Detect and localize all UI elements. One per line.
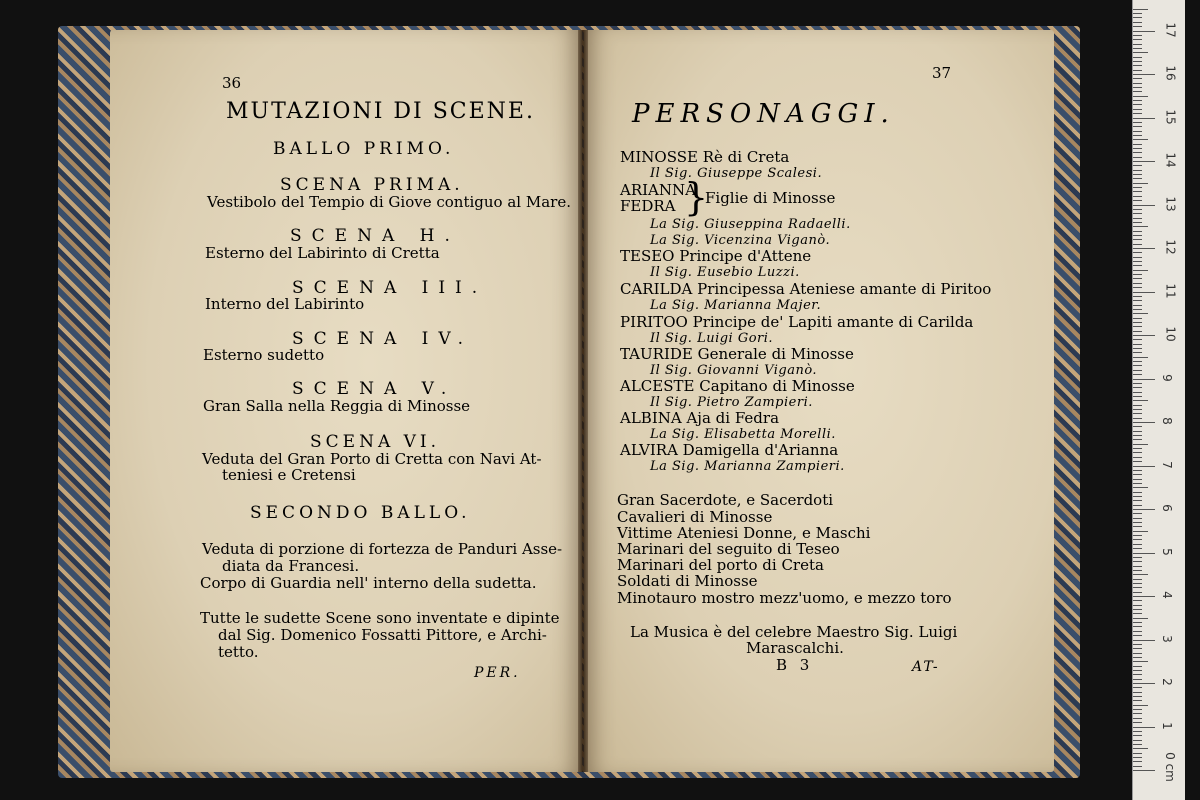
ruler-tick bbox=[1133, 278, 1142, 279]
ruler-tick bbox=[1133, 426, 1142, 427]
character-actor: La Sig. Marianna Majer. bbox=[650, 298, 822, 313]
ruler-tick bbox=[1133, 9, 1148, 10]
ruler-number: 6 bbox=[1159, 504, 1174, 512]
note-line: tetto. bbox=[218, 643, 259, 661]
ruler-number: 4 bbox=[1159, 591, 1174, 599]
ruler-number: 7 bbox=[1159, 460, 1174, 469]
ruler-tick bbox=[1133, 218, 1142, 219]
ruler-tick bbox=[1133, 365, 1142, 366]
ruler-tick bbox=[1133, 422, 1155, 423]
ruler-tick bbox=[1133, 709, 1142, 710]
ruler-tick bbox=[1133, 457, 1142, 458]
catchword-left: PER. bbox=[474, 665, 521, 681]
ruler-tick bbox=[1133, 31, 1155, 32]
ruler-tick bbox=[1133, 231, 1142, 232]
ruler-tick bbox=[1133, 265, 1142, 266]
ruler-number: 13 bbox=[1163, 195, 1178, 212]
ruler-tick bbox=[1133, 74, 1155, 75]
ruler-unit-label: 0 cm bbox=[1162, 752, 1177, 782]
ruler-tick bbox=[1133, 292, 1155, 293]
ruler-tick bbox=[1133, 239, 1142, 240]
signature-mark: B 3 bbox=[776, 656, 814, 674]
character-actor: Il Sig. Giovanni Viganò. bbox=[650, 363, 818, 378]
ruler-tick bbox=[1133, 396, 1142, 397]
ruler-tick bbox=[1133, 309, 1142, 310]
ruler-tick bbox=[1133, 522, 1142, 523]
ruler-tick bbox=[1133, 161, 1155, 162]
ruler-tick bbox=[1133, 118, 1155, 119]
ruler-tick bbox=[1133, 139, 1148, 140]
ruler-tick bbox=[1133, 757, 1142, 758]
scene-label: SCENA H. bbox=[290, 226, 460, 246]
character-role: ALVIRA Damigella d'Arianna bbox=[620, 441, 839, 459]
ruler-tick bbox=[1133, 83, 1142, 84]
character-role: ALBINA Aja di Fedra bbox=[620, 409, 780, 427]
ruler-tick bbox=[1133, 727, 1155, 728]
ruler-tick bbox=[1133, 535, 1142, 536]
ruler-tick bbox=[1133, 674, 1142, 675]
ruler-tick bbox=[1133, 274, 1142, 275]
ruler-tick bbox=[1133, 87, 1142, 88]
scene-label: SCENA PRIMA. bbox=[280, 175, 464, 195]
scene-label: SCENA IV. bbox=[292, 329, 474, 349]
measurement-ruler bbox=[1132, 0, 1185, 800]
character-actor: La Sig. Giuseppina Radaelli. bbox=[650, 217, 851, 232]
extra-line: Minotauro mostro mezz'uomo, e mezzo toro bbox=[617, 589, 952, 607]
ruler-tick bbox=[1133, 670, 1142, 671]
right-page-title: PERSONAGGI. bbox=[632, 99, 895, 129]
ruler-tick bbox=[1133, 339, 1142, 340]
secondo-line: Veduta di porzione di fortezza de Panduri Asse- bbox=[202, 540, 563, 558]
ruler-tick bbox=[1133, 209, 1142, 210]
ruler-tick bbox=[1133, 213, 1142, 214]
character-role: ALCESTE Capitano di Minosse bbox=[620, 377, 855, 395]
ruler-tick bbox=[1133, 766, 1142, 767]
ruler-tick bbox=[1133, 496, 1142, 497]
ruler-tick bbox=[1133, 287, 1142, 288]
ruler-tick bbox=[1133, 605, 1142, 606]
ruler-tick bbox=[1133, 679, 1142, 680]
ruler-tick bbox=[1133, 505, 1142, 506]
ruler-tick bbox=[1133, 735, 1142, 736]
ruler-tick bbox=[1133, 70, 1142, 71]
ruler-number: 12 bbox=[1163, 239, 1178, 255]
ruler-tick bbox=[1133, 531, 1148, 532]
ruler-tick bbox=[1133, 109, 1142, 110]
ruler-tick bbox=[1133, 718, 1142, 719]
ruler-tick bbox=[1133, 104, 1142, 105]
ruler-tick bbox=[1133, 409, 1142, 410]
sisters-label: Figlie di Minosse bbox=[705, 189, 836, 207]
ruler-tick bbox=[1133, 509, 1155, 510]
ruler-tick bbox=[1133, 644, 1142, 645]
ruler-tick bbox=[1133, 700, 1142, 701]
ruler-tick bbox=[1133, 418, 1142, 419]
ruler-number: 3 bbox=[1159, 634, 1174, 643]
ruler-tick bbox=[1133, 470, 1142, 471]
ruler-tick bbox=[1133, 65, 1142, 66]
ruler-tick bbox=[1133, 252, 1142, 253]
ruler-tick bbox=[1133, 183, 1148, 184]
ruler-tick bbox=[1133, 244, 1142, 245]
ruler-tick bbox=[1133, 435, 1142, 436]
ruler-tick bbox=[1133, 22, 1142, 23]
ruler-tick bbox=[1133, 518, 1142, 519]
ruler-tick bbox=[1133, 100, 1142, 101]
ruler-tick bbox=[1133, 566, 1142, 567]
ruler-tick bbox=[1133, 526, 1142, 527]
ruler-tick bbox=[1133, 322, 1142, 323]
page-number-right: 37 bbox=[932, 64, 952, 82]
ruler-tick bbox=[1133, 661, 1148, 662]
scene-label: SCENA III. bbox=[292, 278, 488, 298]
ruler-tick bbox=[1133, 731, 1142, 732]
ruler-tick bbox=[1133, 705, 1148, 706]
ruler-tick bbox=[1133, 235, 1142, 236]
ruler-tick bbox=[1133, 696, 1142, 697]
character-actor: La Sig. Elisabetta Morelli. bbox=[650, 427, 836, 442]
ruler-number: 16 bbox=[1163, 65, 1178, 81]
scene-label: SCENA VI. bbox=[310, 432, 441, 452]
ruler-tick bbox=[1133, 152, 1142, 153]
brace-glyph: } bbox=[684, 175, 709, 219]
character-role: FEDRA bbox=[620, 197, 676, 215]
ruler-tick bbox=[1133, 631, 1142, 632]
ruler-tick bbox=[1133, 461, 1142, 462]
ruler-tick bbox=[1133, 344, 1142, 345]
ruler-tick bbox=[1133, 157, 1142, 158]
ruler-tick bbox=[1133, 335, 1155, 336]
ruler-tick bbox=[1133, 126, 1142, 127]
scene-description: Vestibolo del Tempio di Giove contiguo al Mare. bbox=[207, 193, 571, 211]
secondo-line: diata da Francesi. bbox=[222, 557, 360, 575]
left-page-title: MUTAZIONI DI SCENE. bbox=[226, 99, 535, 124]
ruler-tick bbox=[1133, 370, 1142, 371]
ruler-tick bbox=[1133, 683, 1155, 684]
ruler-tick bbox=[1133, 61, 1142, 62]
ruler-tick bbox=[1133, 618, 1148, 619]
ruler-tick bbox=[1133, 270, 1148, 271]
ruler-tick bbox=[1133, 170, 1142, 171]
ruler-tick bbox=[1133, 226, 1148, 227]
ruler-tick bbox=[1133, 144, 1142, 145]
ruler-tick bbox=[1133, 35, 1142, 36]
extra-line: Cavalieri di Minosse bbox=[617, 508, 773, 526]
ruler-tick bbox=[1133, 592, 1142, 593]
ruler-tick bbox=[1133, 131, 1142, 132]
ruler-tick bbox=[1133, 17, 1142, 18]
ruler-tick bbox=[1133, 648, 1142, 649]
ruler-tick bbox=[1133, 609, 1142, 610]
ruler-tick bbox=[1133, 205, 1155, 206]
ruler-tick bbox=[1133, 439, 1142, 440]
extra-line: Marinari del porto di Creta bbox=[617, 556, 824, 574]
ruler-tick bbox=[1133, 165, 1142, 166]
ruler-tick bbox=[1133, 413, 1142, 414]
character-role: MINOSSE Rè di Creta bbox=[620, 148, 790, 166]
ruler-tick bbox=[1133, 544, 1142, 545]
ruler-tick bbox=[1133, 583, 1142, 584]
ruler-tick bbox=[1133, 91, 1142, 92]
scene-description: Veduta del Gran Porto di Cretta con Navi At- bbox=[202, 450, 542, 468]
ruler-tick bbox=[1133, 626, 1142, 627]
ruler-tick bbox=[1133, 740, 1142, 741]
character-role: PIRITOO Principe de' Lapiti amante di Carilda bbox=[620, 313, 974, 331]
ruler-tick bbox=[1133, 379, 1155, 380]
ruler-number: 11 bbox=[1163, 282, 1178, 299]
ruler-tick bbox=[1133, 352, 1142, 353]
character-role: ARIANNA bbox=[620, 181, 696, 199]
ruler-number: 1 bbox=[1159, 721, 1174, 730]
ruler-tick bbox=[1133, 296, 1142, 297]
ruler-tick bbox=[1133, 713, 1142, 714]
music-line: Marascalchi. bbox=[746, 639, 844, 657]
ruler-tick bbox=[1133, 692, 1142, 693]
ruler-tick bbox=[1133, 600, 1142, 601]
ruler-tick bbox=[1133, 57, 1142, 58]
character-actor: Il Sig. Giuseppe Scalesi. bbox=[650, 166, 823, 181]
ruler-tick bbox=[1133, 26, 1142, 27]
ruler-tick bbox=[1133, 539, 1142, 540]
ruler-tick bbox=[1133, 357, 1148, 358]
ruler-tick bbox=[1133, 479, 1142, 480]
ruler-tick bbox=[1133, 492, 1142, 493]
ruler-tick bbox=[1133, 613, 1142, 614]
ruler-tick bbox=[1133, 487, 1148, 488]
music-line: La Musica è del celebre Maestro Sig. Luigi bbox=[630, 623, 958, 641]
ruler-tick bbox=[1133, 300, 1142, 301]
ruler-number: 5 bbox=[1159, 547, 1174, 556]
scene-description: Esterno sudetto bbox=[203, 346, 325, 364]
secondo-ballo-heading: SECONDO BALLO. bbox=[250, 503, 471, 523]
ruler-tick bbox=[1133, 135, 1142, 136]
ruler-tick bbox=[1133, 474, 1142, 475]
ruler-tick bbox=[1133, 596, 1155, 597]
ruler-number: 10 bbox=[1163, 326, 1178, 342]
ruler-tick bbox=[1133, 400, 1148, 401]
ruler-tick bbox=[1133, 448, 1142, 449]
ruler-tick bbox=[1133, 548, 1142, 549]
ruler-tick bbox=[1133, 187, 1142, 188]
ruler-tick bbox=[1133, 574, 1148, 575]
ruler-tick bbox=[1133, 305, 1142, 306]
ruler-tick bbox=[1133, 313, 1148, 314]
ruler-tick bbox=[1133, 178, 1142, 179]
character-role: CARILDA Principessa Ateniese amante di Piritoo bbox=[620, 280, 992, 298]
ruler-tick bbox=[1133, 39, 1142, 40]
extra-line: Marinari del seguito di Teseo bbox=[617, 540, 840, 558]
ruler-number: 2 bbox=[1159, 678, 1174, 686]
ruler-tick bbox=[1133, 466, 1155, 467]
ruler-tick bbox=[1133, 383, 1142, 384]
ruler-tick bbox=[1133, 261, 1142, 262]
ruler-tick bbox=[1133, 348, 1142, 349]
ruler-tick bbox=[1133, 653, 1142, 654]
ruler-tick bbox=[1133, 622, 1142, 623]
book-gutter bbox=[578, 30, 588, 772]
ruler-tick bbox=[1133, 744, 1142, 745]
extra-line: Soldati di Minosse bbox=[617, 572, 758, 590]
character-actor: Il Sig. Pietro Zampieri. bbox=[650, 395, 813, 410]
character-role: TESEO Principe d'Attene bbox=[620, 247, 812, 265]
ruler-tick bbox=[1133, 431, 1142, 432]
ruler-number: 17 bbox=[1163, 21, 1178, 38]
ruler-tick bbox=[1133, 687, 1142, 688]
ruler-tick bbox=[1133, 222, 1142, 223]
ruler-tick bbox=[1133, 78, 1142, 79]
ruler-tick bbox=[1133, 761, 1142, 762]
extra-line: Gran Sacerdote, e Sacerdoti bbox=[617, 491, 834, 509]
ruler-number: 15 bbox=[1163, 108, 1178, 125]
ruler-tick bbox=[1133, 635, 1142, 636]
ruler-tick bbox=[1133, 44, 1142, 45]
ballo-primo-heading: BALLO PRIMO. bbox=[273, 139, 455, 159]
scene-description: Esterno del Labirinto di Cretta bbox=[205, 244, 440, 262]
scene-description: teniesi e Cretensi bbox=[222, 466, 356, 484]
ruler-tick bbox=[1133, 387, 1142, 388]
ruler-tick bbox=[1133, 196, 1142, 197]
ruler-tick bbox=[1133, 753, 1142, 754]
ruler-tick bbox=[1133, 174, 1142, 175]
ruler-tick bbox=[1133, 500, 1142, 501]
ruler-number: 8 bbox=[1159, 417, 1174, 425]
ruler-tick bbox=[1133, 52, 1148, 53]
ruler-tick bbox=[1133, 444, 1148, 445]
catchword-right: AT- bbox=[912, 659, 940, 675]
ruler-tick bbox=[1133, 361, 1142, 362]
character-actor: La Sig. Vicenzina Viganò. bbox=[650, 233, 831, 248]
ruler-tick bbox=[1133, 331, 1142, 332]
ruler-tick bbox=[1133, 666, 1142, 667]
ruler-number: 14 bbox=[1163, 152, 1178, 168]
extra-line: Vittime Ateniesi Donne, e Maschi bbox=[617, 524, 871, 542]
ruler-tick bbox=[1133, 579, 1142, 580]
ruler-tick bbox=[1133, 722, 1142, 723]
ruler-tick bbox=[1133, 483, 1142, 484]
page-number-left: 36 bbox=[222, 74, 242, 92]
ruler-tick bbox=[1133, 657, 1142, 658]
ruler-tick bbox=[1133, 452, 1142, 453]
note-line: dal Sig. Domenico Fossatti Pittore, e Archi- bbox=[218, 626, 547, 644]
ruler-tick bbox=[1133, 248, 1155, 249]
ruler-tick bbox=[1133, 770, 1155, 771]
ruler-tick bbox=[1133, 326, 1142, 327]
ruler-tick bbox=[1133, 748, 1148, 749]
scene-description: Gran Salla nella Reggia di Minosse bbox=[203, 397, 471, 415]
ruler-tick bbox=[1133, 570, 1142, 571]
character-actor: Il Sig. Eusebio Luzzi. bbox=[650, 265, 800, 280]
ruler-tick bbox=[1133, 640, 1155, 641]
ruler-tick bbox=[1133, 257, 1142, 258]
scene-description: Interno del Labirinto bbox=[205, 295, 365, 313]
ruler-tick bbox=[1133, 374, 1142, 375]
secondo-line: Corpo di Guardia nell' interno della sudetta. bbox=[200, 574, 537, 592]
ruler-tick bbox=[1133, 96, 1148, 97]
ruler-tick bbox=[1133, 200, 1142, 201]
scene-label: SCENA V. bbox=[292, 379, 457, 399]
character-role: TAURIDE Generale di Minosse bbox=[620, 345, 854, 363]
ruler-tick bbox=[1133, 318, 1142, 319]
character-actor: Il Sig. Luigi Gori. bbox=[650, 331, 774, 346]
ruler-tick bbox=[1133, 561, 1142, 562]
ruler-tick bbox=[1133, 191, 1142, 192]
ruler-tick bbox=[1133, 405, 1142, 406]
ruler-tick bbox=[1133, 513, 1142, 514]
ruler-tick bbox=[1133, 13, 1142, 14]
ruler-tick bbox=[1133, 557, 1142, 558]
ruler-tick bbox=[1133, 392, 1142, 393]
ruler-tick bbox=[1133, 113, 1142, 114]
ruler-tick bbox=[1133, 122, 1142, 123]
note-line: Tutte le sudette Scene sono inventate e dipinte bbox=[200, 609, 560, 627]
ruler-tick bbox=[1133, 283, 1142, 284]
ruler-tick bbox=[1133, 587, 1142, 588]
ruler-tick bbox=[1133, 148, 1142, 149]
character-actor: La Sig. Marianna Zampieri. bbox=[650, 459, 845, 474]
ruler-tick bbox=[1133, 553, 1155, 554]
ruler-number: 9 bbox=[1159, 373, 1174, 382]
ruler-tick bbox=[1133, 48, 1142, 49]
